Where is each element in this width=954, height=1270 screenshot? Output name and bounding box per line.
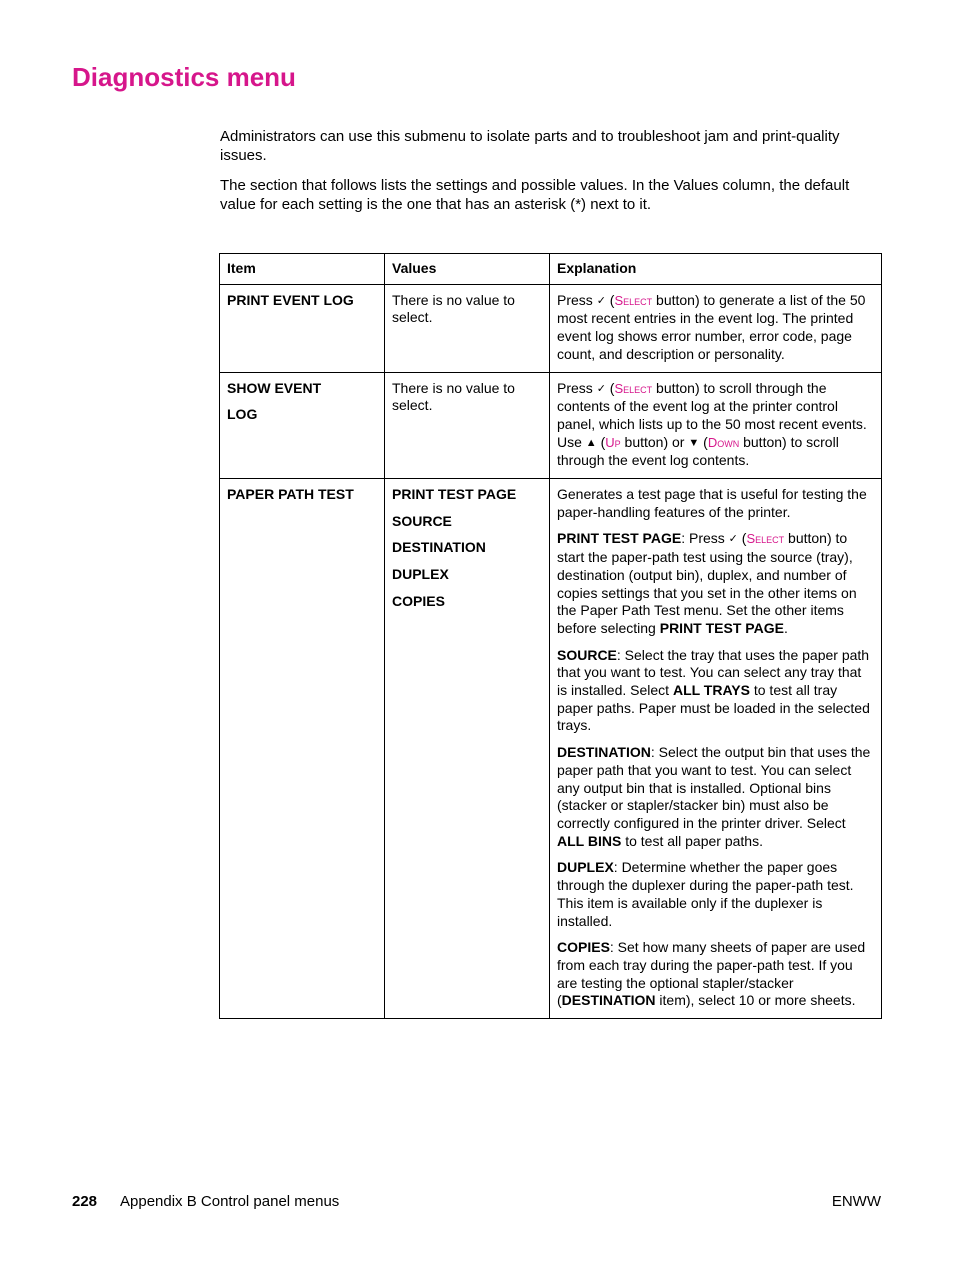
explanation-duplex: DUPLEX: Determine whether the paper goes through the duplexer during the paper-path test. This item is available only if the duplexer is installed. — [557, 859, 854, 929]
checkmark-icon: ✓ — [596, 382, 606, 395]
table-header-row — [220, 254, 882, 285]
intro-paragraph-2: The section that follows lists the settings and possible values. In the Values column, the default value for each setting is the one that has an asterisk (*) next to it. — [220, 177, 850, 213]
down-arrow-icon: ▼ — [688, 436, 700, 449]
row-item-cell — [220, 479, 385, 1019]
footer-right-label: ENWW — [831, 1193, 881, 1210]
value-print-test-page: PRINT TEST PAGE — [392, 486, 517, 503]
value-destination: DESTINATION — [392, 539, 486, 556]
page-title: Diagnostics menu — [72, 62, 296, 92]
explanation-destination: DESTINATION: Select the output bin that uses the paper path that you want to test. You can select any output bin that is installed. Optional bins (stacker or stapler/stacker bin) must also be correctly configured in the printer driver. Select ALL BINS to test all paper paths. — [557, 744, 871, 849]
value-copies: COPIES — [392, 592, 445, 609]
page-number: 228 — [72, 1193, 98, 1210]
table-row — [220, 479, 882, 1019]
select-button-label: Select — [614, 380, 653, 396]
row-explanation-cell: Press ✓ (Select button) to scroll through the contents of the event log at the printer control panel, which lists up to the 50 most recent events. Use ▲ (Up button) or ▼ (Down button) to scroll through the event log contents. — [550, 372, 882, 479]
select-button-label: Select — [614, 292, 653, 308]
row-item-cell — [220, 284, 385, 372]
table-row — [220, 372, 882, 479]
item-show-event-line-2: LOG — [227, 406, 258, 423]
row-item-cell — [220, 372, 385, 479]
row-values-cell — [385, 372, 550, 479]
item-show-event-line-1: SHOW EVENT — [227, 379, 322, 396]
value-duplex: DUPLEX — [392, 566, 449, 583]
item-paper-path-test: PAPER PATH TEST — [227, 486, 354, 503]
up-arrow-icon: ▲ — [585, 436, 597, 449]
item-print-event-log: PRINT EVENT LOG — [227, 291, 354, 308]
checkmark-icon: ✓ — [728, 533, 738, 546]
header-values: Values — [385, 254, 550, 285]
explanation-print-test-page: PRINT TEST PAGE: Press ✓ (Select button) to start the paper-path test using the source (tray), destination (output bin), duplex, and number of copies settings that you set in the other items on the Paper Path Test menu. Set the other items before selecting PRINT TEST PAGE. — [557, 530, 857, 636]
checkmark-icon: ✓ — [596, 294, 606, 307]
up-button-label: Up — [605, 434, 621, 450]
row-values-cell — [385, 284, 550, 372]
select-button-label: Select — [746, 531, 785, 547]
header-item: Item — [220, 254, 385, 285]
row-explanation-cell — [550, 479, 882, 1019]
footer-section: Appendix B Control panel menus — [120, 1193, 340, 1210]
row-values-cell — [385, 479, 550, 1019]
explanation-intro: Generates a test page that is useful for testing the paper-handling features of the printer. — [557, 486, 867, 520]
down-button-label: Down — [707, 434, 740, 450]
explanation-source: SOURCE: Select the tray that uses the paper path that you want to test. You can select any tray that is installed. Select ALL TRAYS to test all tray paper paths. Paper must be loaded in the selected trays. — [557, 646, 870, 734]
row-explanation-cell: Press ✓ (Select button) to generate a list of the 50 most recent entries in the event log. The printed event log shows error number, error code, page count, and description or personality. — [550, 284, 882, 372]
explanation-copies: COPIES: Set how many sheets of paper are used from each tray during the paper-path test. If you are testing the optional stapler/stacker (DESTINATION item), select 10 or more sheets. — [557, 939, 866, 1009]
diagnostics-menu-table — [219, 253, 882, 1019]
value-source: SOURCE — [392, 512, 452, 529]
header-explanation: Explanation — [550, 254, 882, 285]
value-text: There is no value to select. — [392, 291, 515, 326]
intro-paragraph-1: Administrators can use this submenu to isolate parts and to troubleshoot jam and print-quality issues. — [220, 128, 840, 164]
table-row — [220, 284, 882, 372]
value-text: There is no value to select. — [392, 379, 515, 414]
